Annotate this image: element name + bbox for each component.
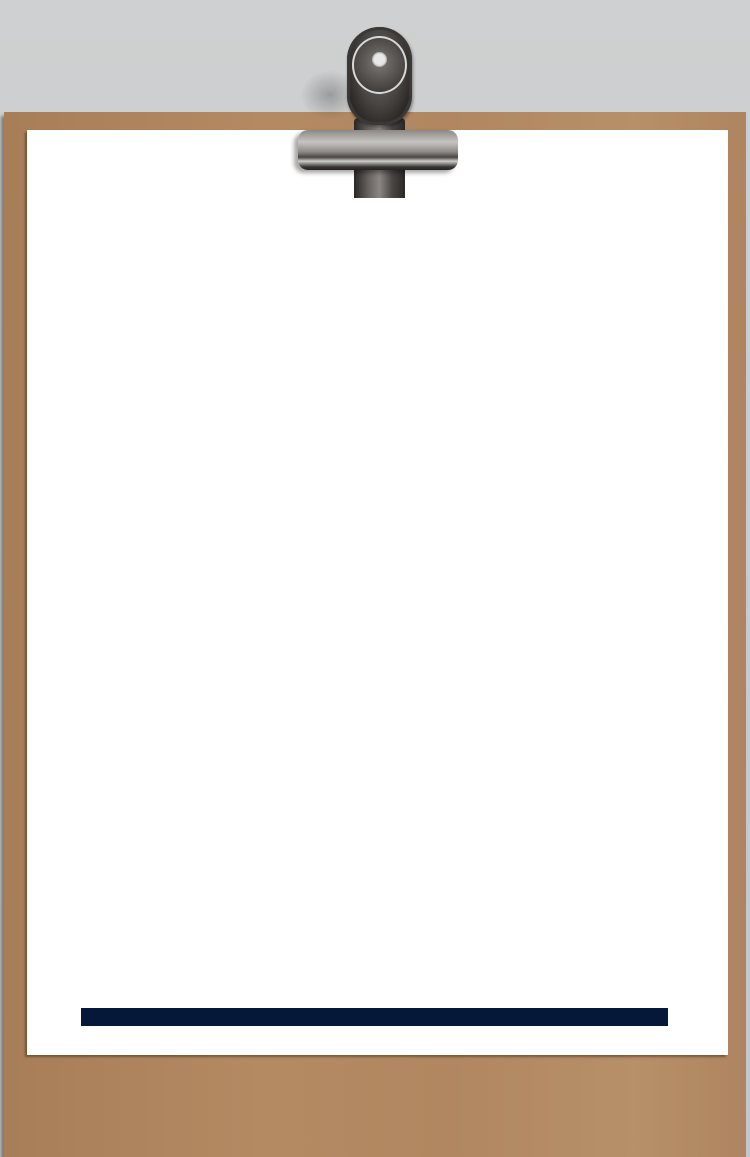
letter-paper: [27, 130, 728, 1055]
letter-body: [145, 330, 635, 357]
clip-base: [298, 130, 458, 170]
footer-bar: [81, 1008, 668, 1026]
clip-hole: [372, 52, 387, 67]
